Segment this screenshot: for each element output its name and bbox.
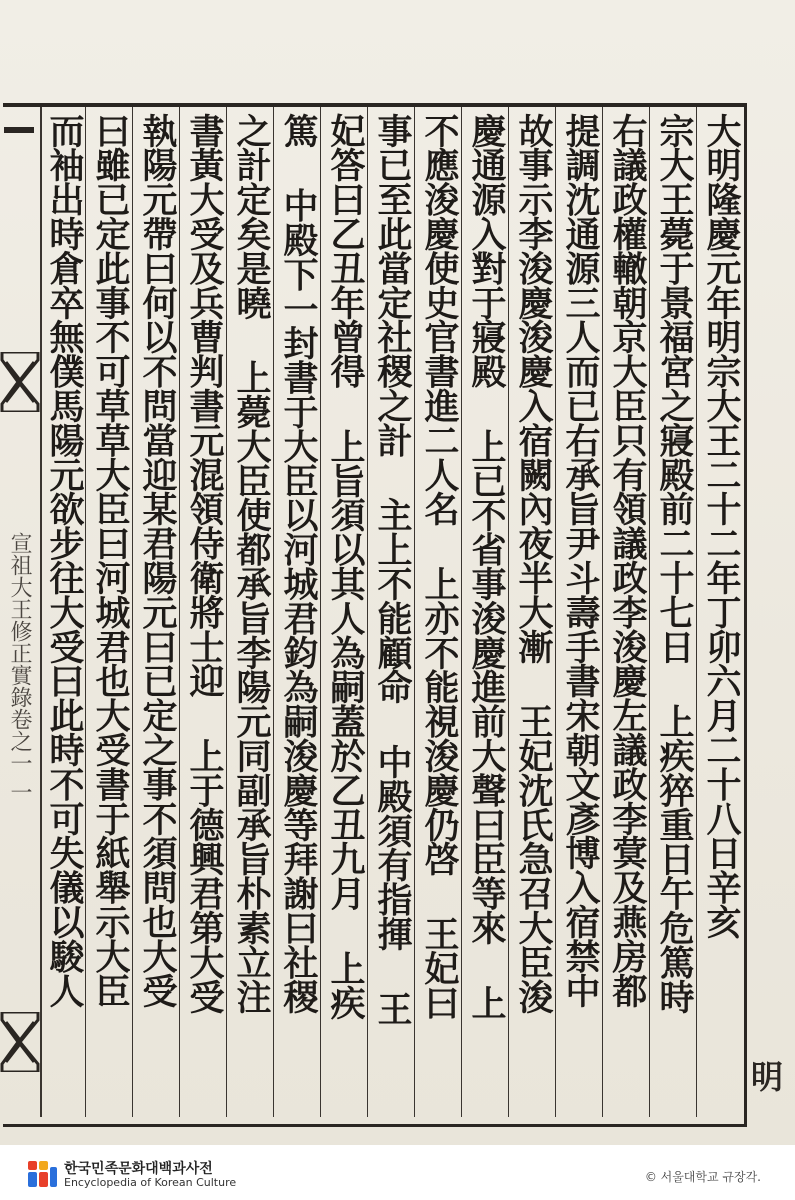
lower-fish-tail-icon (0, 1012, 40, 1072)
text-column (414, 107, 462, 1117)
fold-column-title: 宣祖大王修正實錄卷之一 一 (7, 532, 32, 803)
logo-english-title[interactable]: Encyclopedia of Korean Culture (64, 1176, 237, 1189)
column-text: 事已至此當定社稷之計 主上不能顧命 中殿須有指揮 王 (372, 113, 413, 1026)
column-text: 提調沈通源三人而已右承旨尹斗壽手書宋朝文彥博入宿禁中 (560, 113, 601, 1008)
text-column (508, 107, 556, 1117)
column-text: 大明隆慶元年明宗大王二十二年丁卯六月二十八日辛亥 (701, 113, 742, 939)
text-column (132, 107, 180, 1117)
column-text: 故事示李浚慶浚慶入宿闕內夜半大漸 王妃沈氏急召大臣浚 (513, 113, 554, 1014)
text-block (40, 107, 743, 1117)
column-text: 右議政權轍朝京大臣只有領議政李浚慶左議政李蓂及燕房都 (607, 113, 648, 1008)
column-text: 妃答曰乙丑年曾得 上旨須以其人為嗣蓋於乙丑九月 上疾 (325, 113, 366, 1020)
image-credit: © 서울대학교 규장각. (644, 1170, 761, 1184)
text-column (696, 107, 744, 1117)
logo-korean-title[interactable]: 한국민족문화대백과사전 (64, 1161, 213, 1177)
column-text: 曰雖已定此事不可草草大臣曰河城君也大受書于紙舉示大臣 (90, 113, 131, 1008)
text-column (367, 107, 415, 1117)
column-text: 慶通源入對于寢殿 上已不省事浚慶進前大聲曰臣等來 上 (466, 113, 507, 1020)
upper-fish-tail-icon (0, 352, 40, 412)
column-text: 宗大王薨于景福宮之寢殿前二十七日 上疾猝重日午危篤時 (654, 113, 695, 1014)
column-text: 之計定矣是曉 上薨大臣使都承旨李陽元同副承旨朴素立注 (231, 113, 272, 1014)
outer-margin-character: 明 (746, 1060, 784, 1092)
text-column (179, 107, 227, 1117)
fold-top-mark (4, 127, 34, 133)
text-column (273, 107, 321, 1117)
encyclopedia-logo-icon[interactable] (28, 1159, 58, 1189)
text-column (555, 107, 603, 1117)
column-text: 不應浚慶使史官書進二人名 上亦不能視浚慶仍啓 王妃曰 (419, 113, 460, 1020)
text-column (320, 107, 368, 1117)
column-text: 而袖出時倉卒無僕馬陽元欲步往大受曰此時不可失儀以駿人 (44, 113, 85, 1008)
text-column (85, 107, 133, 1117)
column-text: 書黃大受及兵曹判書元混領侍衛將士迎 上于德興君第大受 (184, 113, 225, 1014)
fold-column (0, 107, 42, 1117)
text-column (226, 107, 274, 1117)
text-column (40, 107, 87, 1117)
column-text: 篤 中殿下一封書于大臣以河城君鈞為嗣浚慶等拜謝曰社稷 (278, 113, 319, 1014)
text-column (461, 107, 509, 1117)
text-column (649, 107, 697, 1117)
column-text: 執陽元帶曰何以不問當迎某君陽元曰已定之事不須問也大受 (137, 113, 178, 1008)
text-column (602, 107, 650, 1117)
